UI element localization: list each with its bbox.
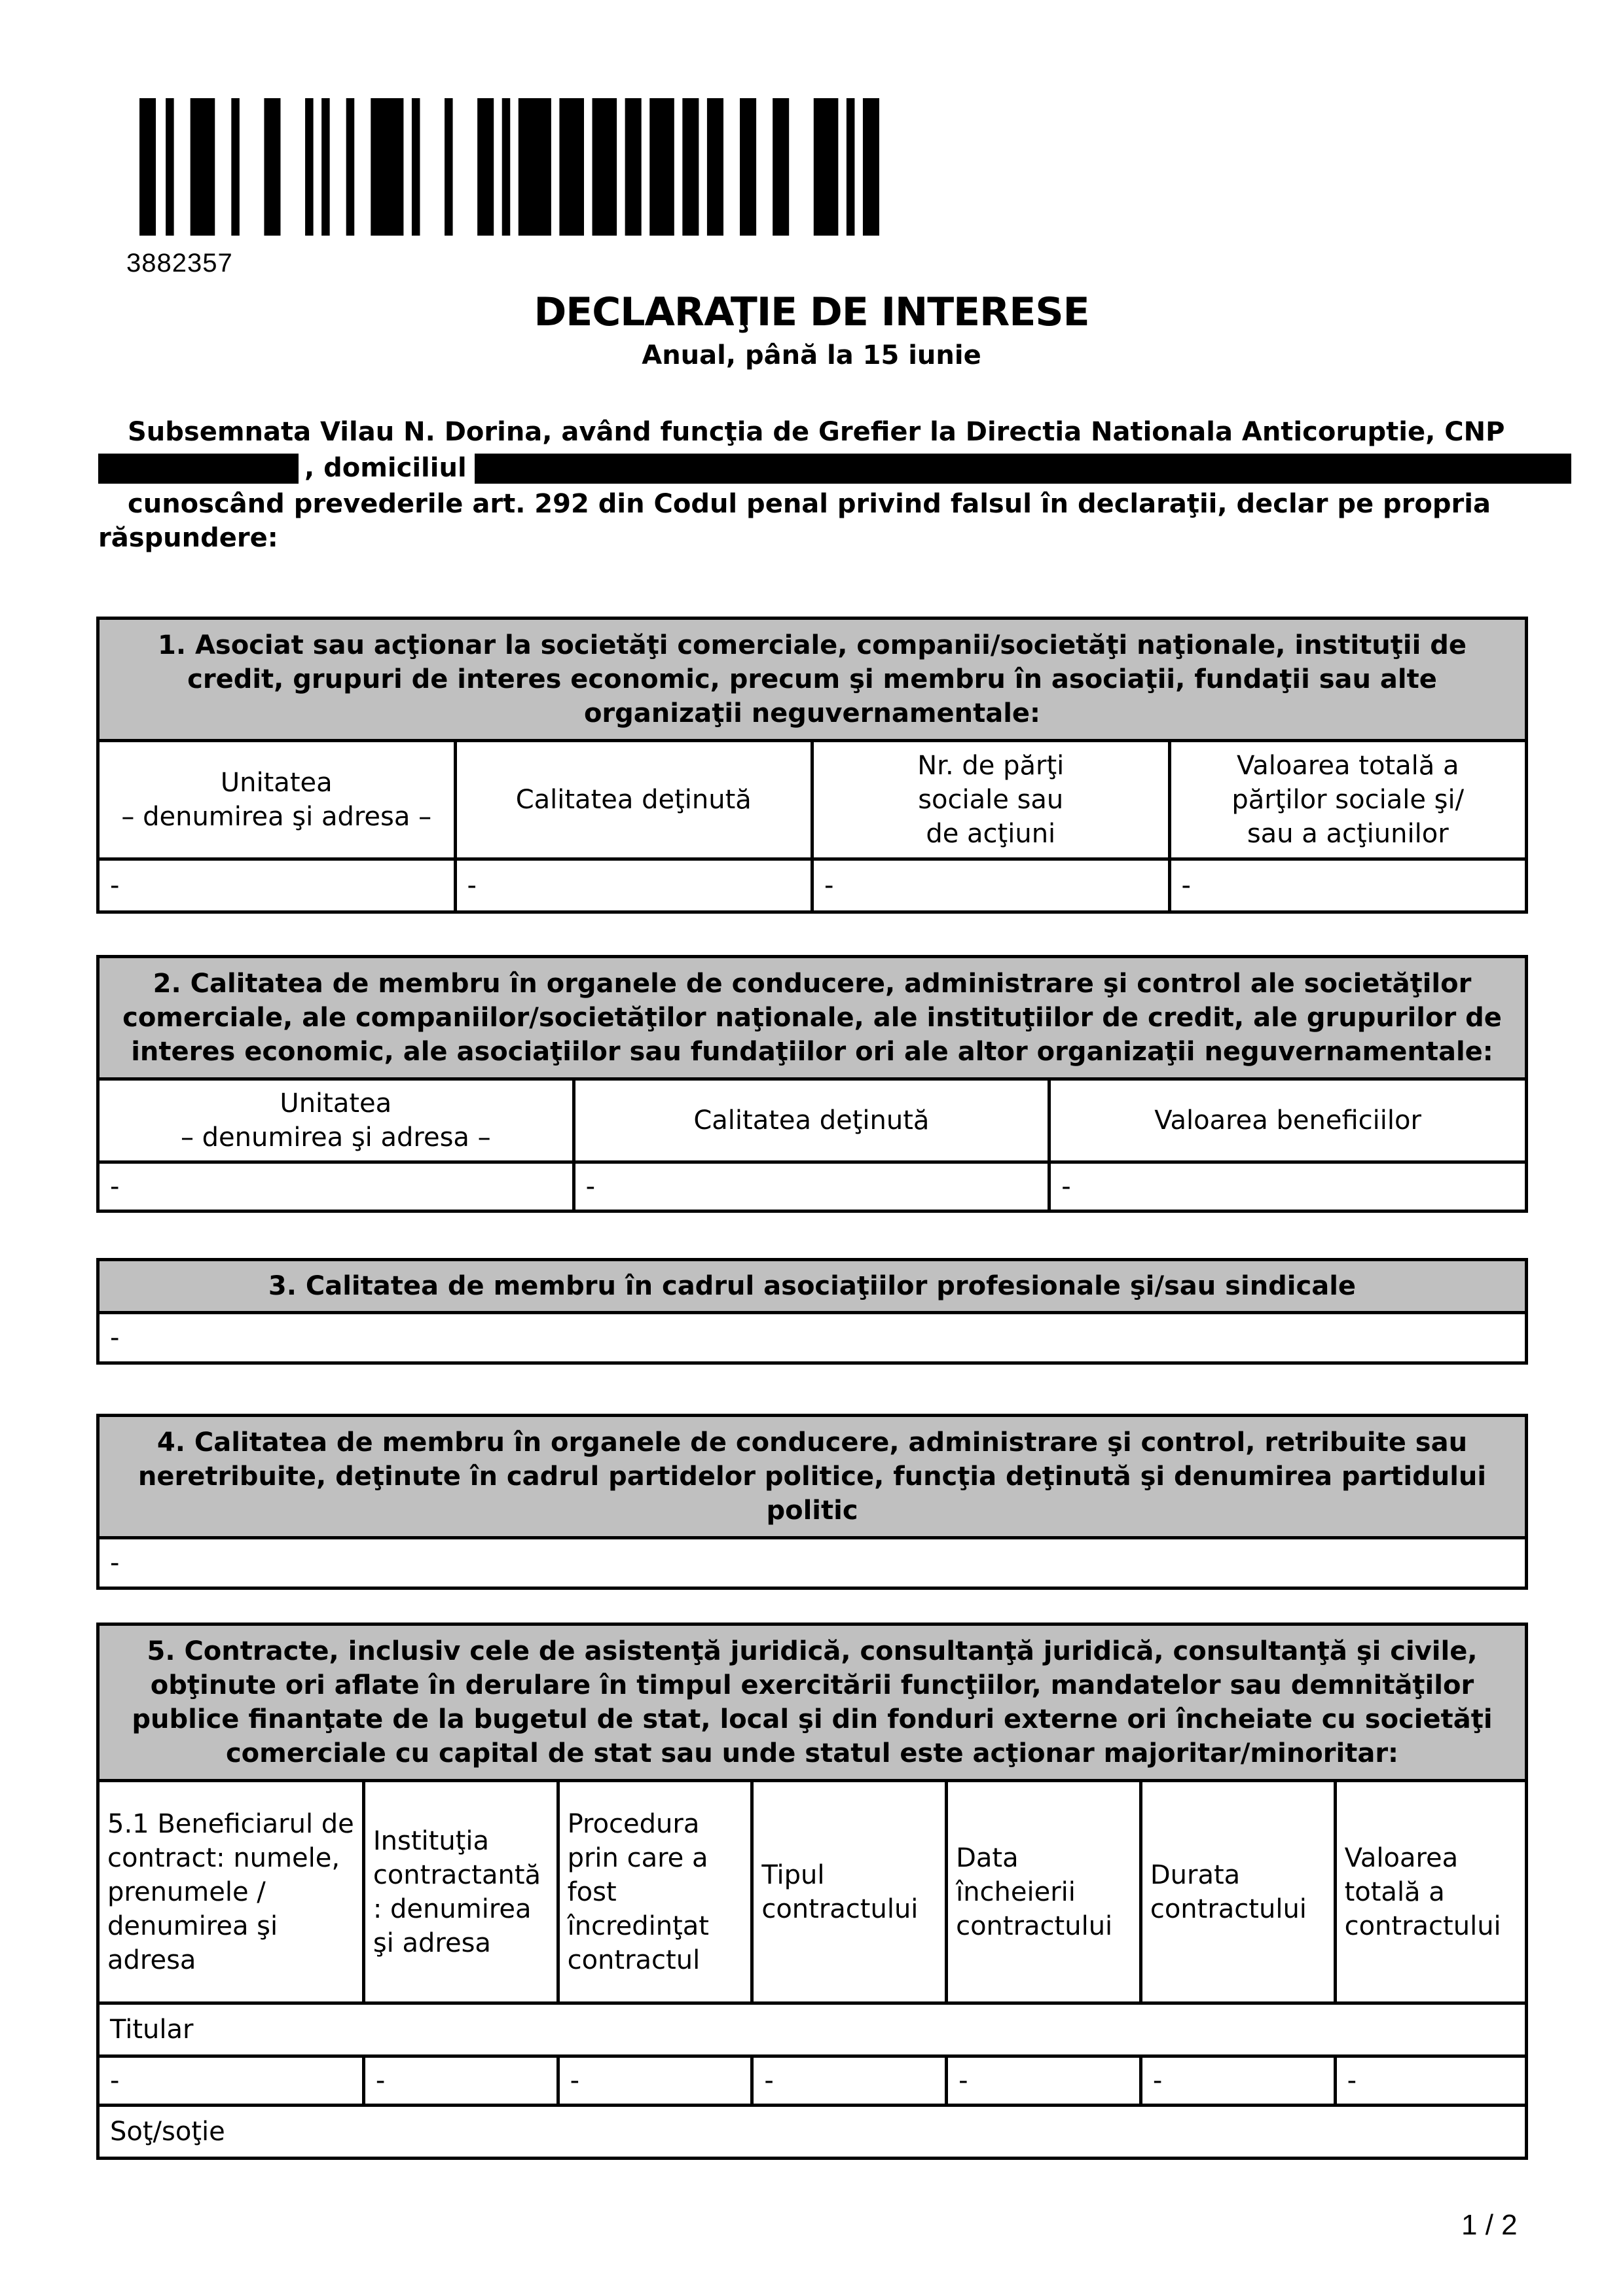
column-header-procedura: Procedura prin care a fost încredinţat contractul	[558, 1781, 752, 2003]
column-header-line: părţilor sociale şi/	[1231, 785, 1465, 815]
column-header-line: – denumirea şi adresa –	[180, 1122, 491, 1153]
table-cell: -	[1049, 1162, 1527, 1211]
column-header-tipul: Tipul contractului	[752, 1781, 947, 2003]
redacted-cnp	[98, 454, 299, 484]
column-header-unitatea	[98, 741, 456, 859]
column-header-line: Calitatea deţinută	[693, 1105, 930, 1136]
section-3-title: 3. Calitatea de membru în cadrul asociaţiilor profesionale şi/sau sindicale	[98, 1260, 1527, 1313]
page-number: 1 / 2	[1461, 2209, 1518, 2241]
barcode-number: 3882357	[126, 249, 233, 278]
column-header-institutia: Instituţia contractantă : denumirea şi adresa	[363, 1781, 558, 2003]
table-cell: -	[574, 1162, 1049, 1211]
table-cell: -	[812, 859, 1170, 912]
column-header-line: de acţiuni	[926, 819, 1056, 849]
document-title: DECLARAŢIE DE INTERESE	[534, 289, 1089, 335]
table-cell: -	[752, 2056, 947, 2106]
section-2-title: 2. Calitatea de membru în organele de conducere, administrare şi control ale societăţilor comerciale, ale companiilor/societăţilor naţionale, ale instituţiilor de credit, ale grupurilor de interes economic, ale asociaţiilor sau fundaţiilor ori ale altor organizaţii neguvernamentale:	[98, 957, 1527, 1079]
table-cell: -	[455, 859, 812, 912]
section-1-table	[96, 617, 1528, 914]
table-cell: -	[98, 1538, 1527, 1588]
column-header-line: Nr. de părţi	[917, 751, 1065, 781]
column-header-unitatea	[98, 1079, 574, 1162]
column-header-durata: Durata contractului	[1140, 1781, 1335, 2003]
table-cell: -	[947, 2056, 1141, 2106]
column-header-nr-parti	[812, 741, 1170, 859]
domiciliu-label: , domiciliul	[304, 453, 467, 483]
redacted-address	[475, 454, 1571, 484]
intro-statement-line: cunoscând prevederile art. 292 din Codul penal privind falsul în declaraţii, declar pe propria	[128, 489, 1491, 519]
section-4-title: 4. Calitatea de membru în organele de conducere, administrare şi control, retribuite sau neretribuite, deţinute în cadrul partidelor politice, funcţia deţinută şi denumirea partidului politic	[98, 1416, 1527, 1538]
column-header-line: Calitatea deţinută	[515, 785, 752, 815]
table-row	[98, 2056, 1527, 2106]
section-3-table	[96, 1258, 1528, 1365]
barcode-image	[139, 98, 879, 236]
table-row	[98, 1538, 1527, 1588]
column-header-line: – denumirea şi adresa –	[121, 802, 432, 832]
table-cell: -	[98, 859, 456, 912]
group-row-titular	[98, 2003, 1527, 2056]
column-header-calitatea	[455, 741, 812, 859]
section-1-title: 1. Asociat sau acţionar la societăţi comerciale, companii/societăţi naţionale, instituţii de credit, grupuri de interes economic, precum şi membru în asociaţii, fundaţii sau alte organizaţii neguvernamentale:	[98, 619, 1527, 741]
column-header-line: Unitatea	[220, 768, 333, 798]
table-cell: -	[1140, 2056, 1335, 2106]
column-header-calitatea	[574, 1079, 1049, 1162]
intro-statement	[98, 487, 1525, 555]
table-cell: -	[98, 1162, 574, 1211]
group-label: Soţ/soţie	[98, 2106, 1527, 2159]
table-row	[98, 859, 1527, 912]
table-cell: -	[98, 1313, 1527, 1363]
section-4-table	[96, 1414, 1528, 1590]
column-header-line: Valoarea totală a	[1237, 751, 1459, 781]
section-5-table	[96, 1623, 1528, 2160]
column-header-valoarea-totala	[1169, 741, 1527, 859]
column-header-valoarea: Valoarea totală a contractului	[1335, 1781, 1526, 2003]
document-subtitle: Anual, până la 15 iunie	[642, 340, 981, 370]
column-header-line: sociale sau	[918, 785, 1064, 815]
section-2-table	[96, 955, 1528, 1213]
group-label: Titular	[98, 2003, 1527, 2056]
table-row	[98, 1313, 1527, 1363]
intro-statement-end: răspundere:	[98, 523, 278, 553]
table-cell: -	[558, 2056, 752, 2106]
table-cell: -	[1335, 2056, 1526, 2106]
column-header-beneficiar: 5.1 Beneficiarul de contract: numele, prenumele / denumirea şi adresa	[98, 1781, 364, 2003]
table-cell: -	[98, 2056, 364, 2106]
column-header-line: Unitatea	[280, 1088, 392, 1119]
column-header-valoarea-beneficiilor	[1049, 1079, 1527, 1162]
intro-declarant-line: Subsemnata Vilau N. Dorina, având funcţia de Grefier la Directia Nationala Anticoruptie, CNP	[128, 417, 1505, 447]
column-header-line: sau a acţiunilor	[1247, 819, 1449, 849]
table-row	[98, 1162, 1527, 1211]
table-cell: -	[1169, 859, 1527, 912]
group-row-sot-sotie	[98, 2106, 1527, 2159]
table-cell: -	[363, 2056, 558, 2106]
section-5-title: 5. Contracte, inclusiv cele de asistenţă juridică, consultanţă juridică, consultanţă şi civile, obţinute ori aflate în derulare în timpul exercitării funcţiilor, mandatelor sau demnităţilor publice finanţate de la bugetul de stat, local şi din fonduri externe ori încheiate cu societăţi comerciale cu capital de stat sau unde statul este acţionar majoritar/minoritar:	[98, 1624, 1527, 1781]
column-header-line: Valoarea beneficiilor	[1154, 1105, 1421, 1136]
intro-redacted-line	[98, 451, 1525, 485]
column-header-data: Data încheierii contractului	[947, 1781, 1141, 2003]
